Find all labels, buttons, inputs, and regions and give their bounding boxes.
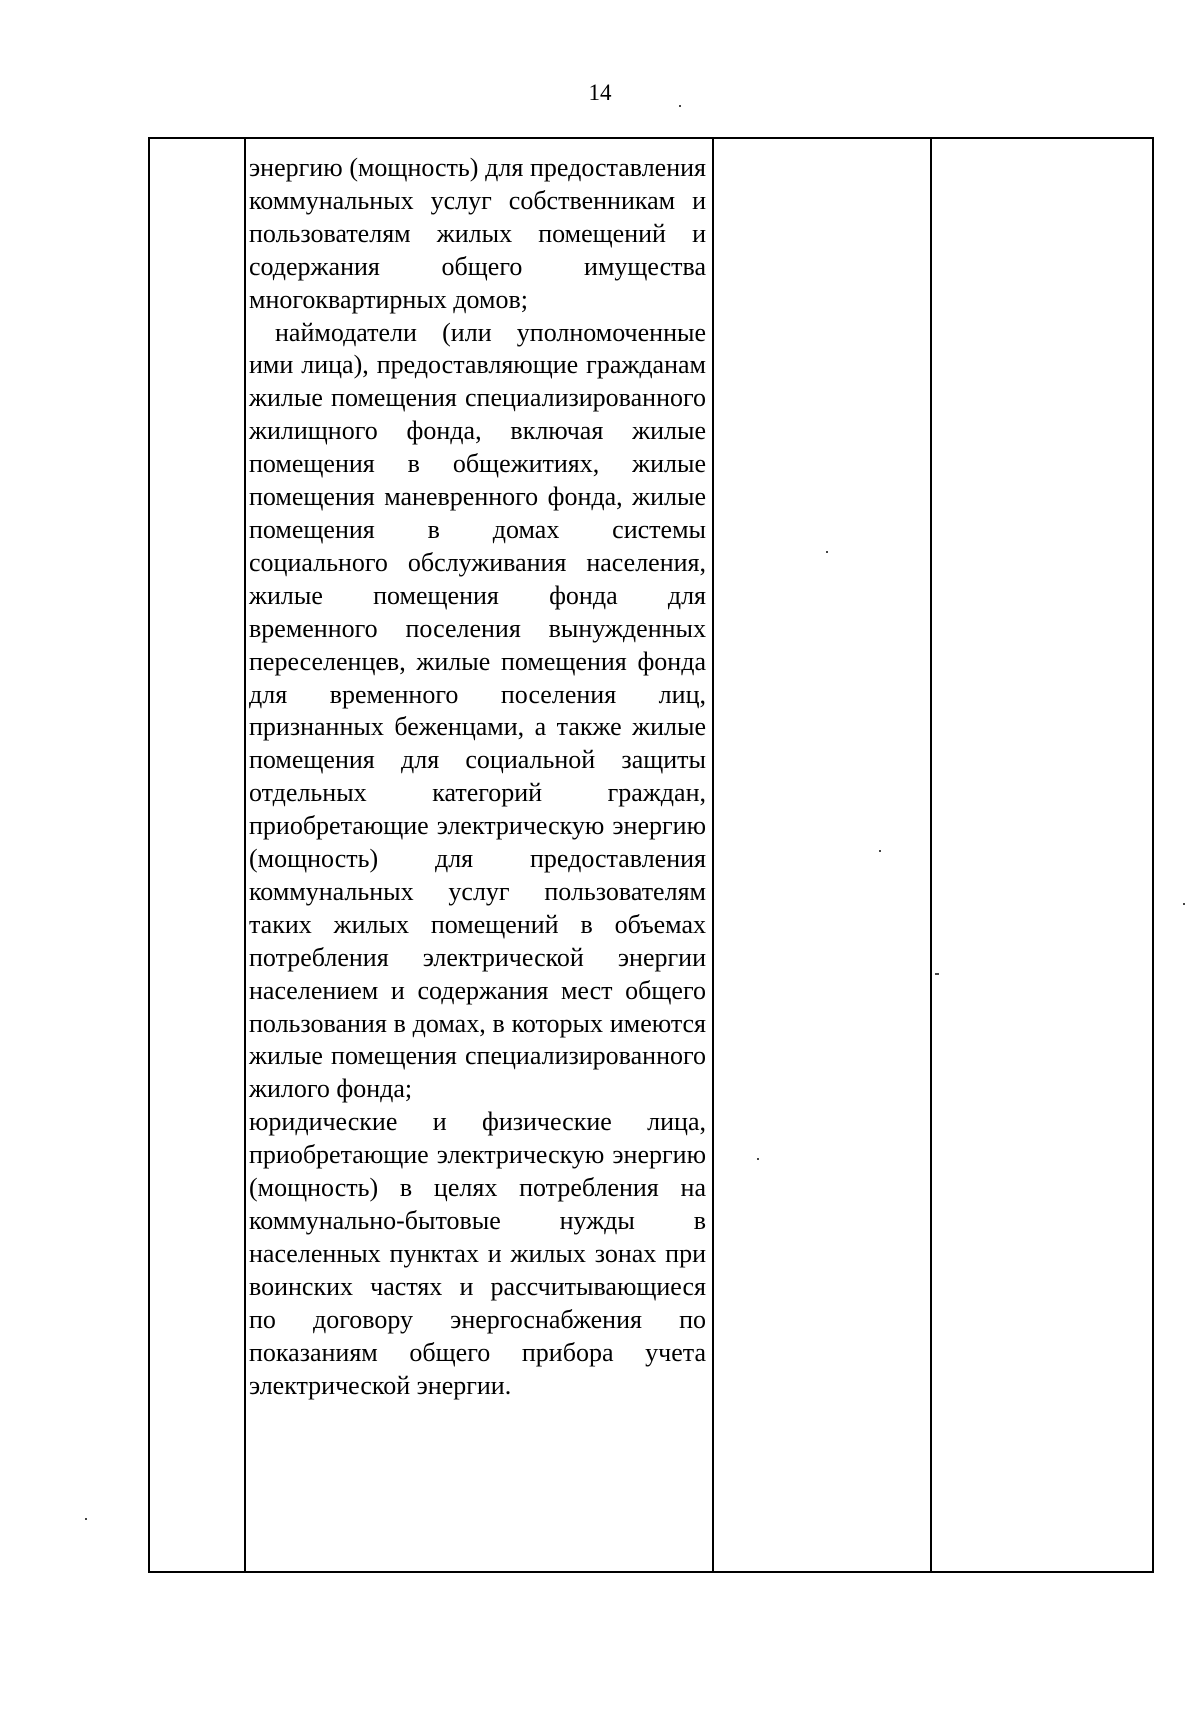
scan-speck bbox=[679, 105, 681, 107]
table-cell-consumer-categories bbox=[245, 138, 713, 1572]
paragraph-3: юридические и физические лица, приобретающие электрическую энергию (мощность) в целях потребления на коммунально-бытовые нужды в населенных пунктах и жилых зонах при воинских частях и рассчитывающиеся по договору энергоснабжения по показаниям общего прибора учета электрической энергии. bbox=[249, 1107, 706, 1400]
scan-speck bbox=[1183, 903, 1185, 905]
scan-speck bbox=[935, 973, 939, 975]
table-row bbox=[149, 138, 1153, 1572]
scan-speck bbox=[826, 551, 828, 553]
consumer-categories-text bbox=[246, 139, 712, 1571]
table-cell-empty-3 bbox=[713, 138, 931, 1572]
scan-speck bbox=[879, 850, 881, 852]
table-cell-empty-1 bbox=[149, 138, 245, 1572]
table-cell-empty-4 bbox=[931, 138, 1153, 1572]
page-number: 14 bbox=[588, 80, 612, 105]
scan-speck bbox=[757, 1158, 759, 1160]
scan-speck bbox=[85, 1518, 87, 1520]
document-table bbox=[148, 137, 1154, 1573]
paragraph-1: энергию (мощность) для предоставления коммунальных услуг собственникам и пользователям жилых помещений и содержания общего имущества многоквартирных домов; bbox=[249, 153, 706, 314]
paragraph-2: наймодатели (или уполномоченные ими лица), предоставляющие гражданам жилые помещения специализированного жилищного фонда, включая жилые помещения в общежитиях, жилые помещения маневренного фонда, жилые помещения в домах системы социального обслуживания населения, жилые помещения фонда для временного поселения вынужденных переселенцев, жилые помещения фонда для временного поселения лиц, признанных беженцами, а также жилые помещения для социальной защиты отдельных категорий граждан, приобретающие электрическую энергию (мощность) для предоставления коммунальных услуг пользователям таких жилых помещений в объемах потребления электрической энергии населением и содержания мест общего пользования в домах, в которых имеются жилые помещения специализированного жилого фонда; bbox=[249, 317, 706, 1104]
